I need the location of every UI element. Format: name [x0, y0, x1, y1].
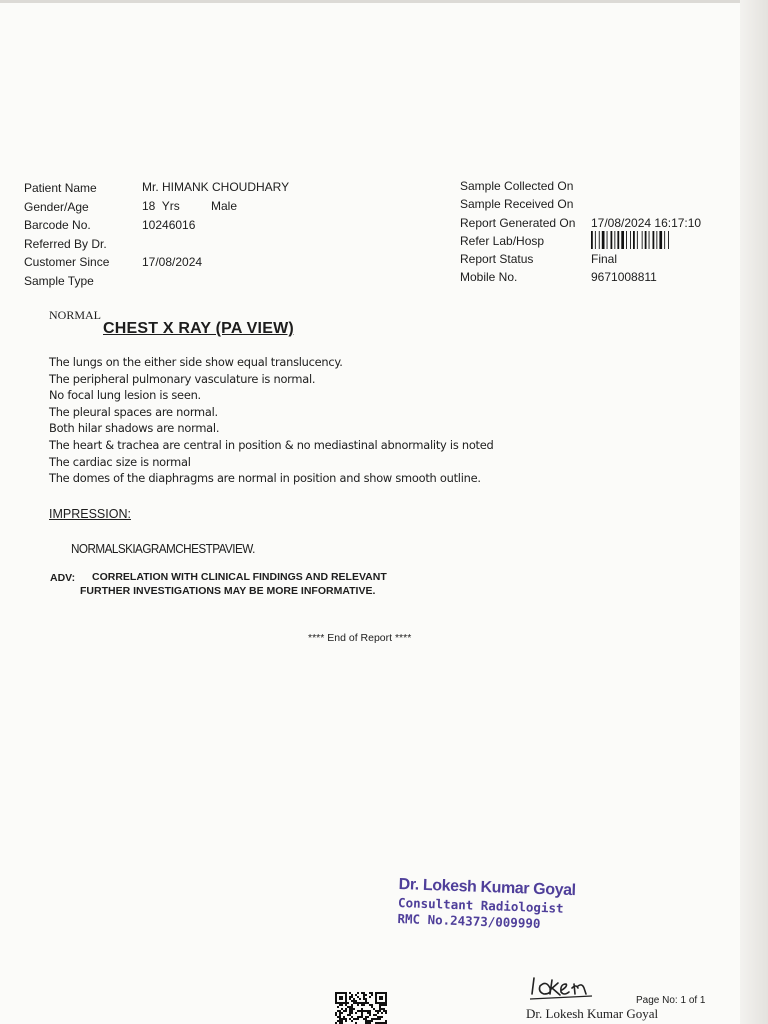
- label-report-generated: Report Generated On: [460, 215, 576, 230]
- adv-line-2: FURTHER INVESTIGATIONS MAY BE MORE INFORMATIVE.: [80, 585, 376, 597]
- finding-line: The heart & trachea are central in position & no mediastinal abnormality is noted: [49, 437, 494, 452]
- label-customer-since: Customer Since: [24, 255, 110, 269]
- page-top-edge: [0, 0, 768, 3]
- adv-line-1: CORRELATION WITH CLINICAL FINDINGS AND RELEVANT: [92, 571, 387, 583]
- finding-line: The peripheral pulmonary vasculature is normal.: [49, 371, 316, 386]
- finding-line: Both hilar shadows are normal.: [49, 421, 220, 436]
- customer-since-value: 17/08/2024: [142, 255, 203, 269]
- report-status-value: Final: [591, 252, 618, 266]
- label-barcode-no: Barcode No.: [24, 218, 91, 232]
- barcode-no-value: 10246016: [142, 218, 196, 232]
- age-value: 18 Yrs: [142, 199, 180, 213]
- label-gender-age: Gender/Age: [24, 199, 89, 214]
- signatory-name: Dr. Lokesh Kumar Goyal: [526, 1006, 659, 1021]
- label-report-status: Report Status: [460, 252, 534, 267]
- normal-tag: NORMAL: [49, 308, 102, 322]
- finding-line: No focal lung lesion is seen.: [49, 388, 201, 403]
- stamp-name: Dr. Lokesh Kumar Goyal: [398, 876, 576, 900]
- adv-label: ADV:: [50, 572, 76, 584]
- end-of-report: **** End of Report ****: [308, 632, 412, 644]
- label-sample-type: Sample Type: [24, 273, 94, 288]
- report-generated-value: 17/08/2024 16:17:10: [591, 216, 702, 230]
- label-referred-by: Referred By Dr.: [24, 236, 107, 251]
- mobile-no-value: 9671008811: [591, 270, 657, 284]
- page-number: Page No: 1 of 1: [636, 995, 706, 1006]
- label-sample-collected: Sample Collected On: [460, 179, 574, 193]
- finding-line: The pleural spaces are normal.: [49, 404, 218, 419]
- page-right-edge: [740, 0, 768, 1024]
- finding-line: The cardiac size is normal: [49, 454, 191, 469]
- stamp-reg-no: RMC No.24373/009990: [397, 910, 541, 931]
- impression-label: IMPRESSION:: [49, 507, 131, 521]
- qr-code: [335, 992, 387, 1024]
- label-mobile-no: Mobile No.: [460, 270, 518, 285]
- label-refer-lab: Refer Lab/Hosp: [460, 233, 545, 248]
- stamp-designation: Consultant Radiologist: [397, 894, 564, 916]
- patient-info-left-labels: [24, 181, 109, 292]
- signature-image: [528, 970, 598, 1002]
- patient-info-right-labels: [460, 179, 575, 289]
- finding-line: The domes of the diaphragms are normal in position and show smooth outline.: [49, 471, 481, 486]
- label-sample-received: Sample Received On: [460, 197, 574, 212]
- finding-line: The lungs on the either side show equal translucency.: [49, 355, 343, 369]
- gender-value: Male: [211, 199, 238, 213]
- patient-name-value: Mr. HIMANK CHOUDHARY: [142, 180, 290, 194]
- radiologist-stamp: [397, 876, 576, 932]
- label-patient-name: Patient Name: [24, 181, 97, 195]
- impression-text: NORMALSKIAGRAMCHESTPAVIEW.: [71, 541, 255, 556]
- report-title: CHEST X RAY (PA VIEW): [103, 320, 294, 337]
- findings-list: [49, 354, 494, 487]
- barcode-image: [591, 231, 671, 249]
